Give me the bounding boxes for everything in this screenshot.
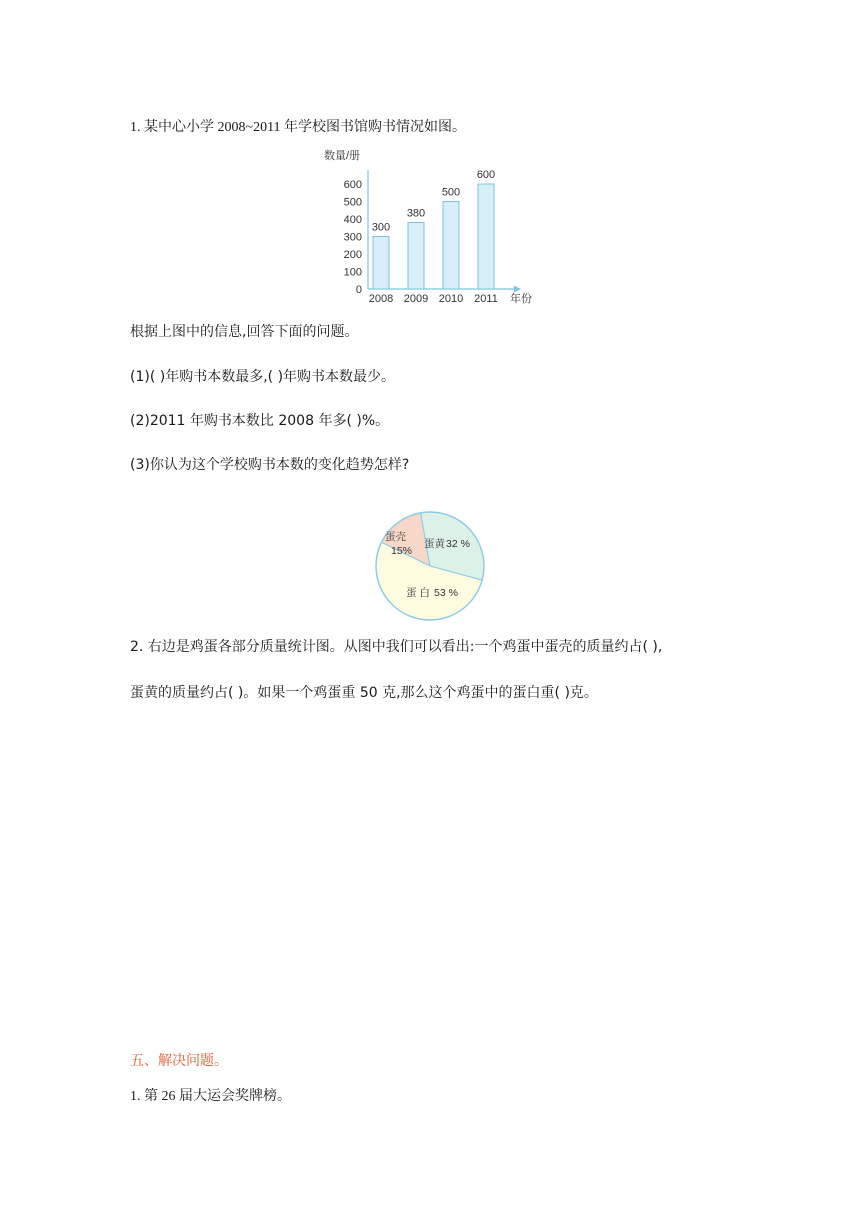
x-tick-label: 2011 (474, 293, 498, 305)
q2-line2: 蛋黄的质量约占( )。如果一个鸡蛋重 50 克,那么这个鸡蛋中的蛋白重( )克。 (130, 685, 598, 701)
y-tick-label: 300 (343, 231, 362, 244)
data-label: 500 (441, 186, 461, 199)
q1-instruction: 根据上图中的信息,回答下面的问题。 (130, 324, 359, 340)
section-q1: 1. 第 26 届大运会奖牌榜。 (130, 1089, 291, 1104)
bar-2010 (443, 202, 459, 290)
x-tick-label: 2010 (438, 293, 464, 305)
slice-value-yolk: 32 % (446, 538, 470, 550)
y-tick-label: 0 (355, 284, 362, 296)
y-tick-label: 200 (343, 249, 362, 261)
x-tick-label: 2008 (368, 293, 394, 305)
slice-value-white: 53 % (434, 587, 458, 599)
slice-value-shell: 15% (391, 545, 413, 557)
bar-2008 (373, 237, 389, 290)
bar-chart (318, 142, 548, 312)
x-tick-label: 2009 (403, 293, 429, 305)
y-tick-label: 500 (343, 196, 362, 209)
section-heading: 五、解决问题。 (130, 1054, 228, 1069)
y-tick-label: 100 (343, 266, 362, 279)
pie-chart (372, 508, 492, 624)
slice-label-yolk: 蛋黄 (424, 538, 445, 550)
data-label: 600 (476, 169, 496, 181)
data-label: 300 (371, 221, 391, 234)
q1-sub3: (3)你认为这个学校购书本数的变化趋势怎样? (130, 457, 410, 473)
x-axis-label: 年份 (510, 293, 532, 305)
y-tick-label: 600 (343, 179, 362, 191)
bar-2009 (408, 223, 424, 290)
q1-sub2: (2)2011 年购书本数比 2008 年多( )%。 (130, 413, 390, 429)
q2-line1: 2. 右边是鸡蛋各部分质量统计图。从图中我们可以看出:一个鸡蛋中蛋壳的质量约占( ), (130, 639, 663, 655)
slice-label-shell: 蛋壳 (385, 531, 406, 543)
x-axis-arrow (514, 286, 521, 293)
q1-title: 1. 某中心小学 2008~2011 年学校图书馆购书情况如图。 (130, 120, 467, 135)
slice-label-white: 蛋 白 (406, 587, 430, 599)
y-axis-label: 数量/册 (324, 150, 361, 162)
q1-sub1: (1)( )年购书本数最多,( )年购书本数最少。 (130, 369, 396, 385)
data-label: 380 (406, 207, 426, 220)
bar-2011 (478, 184, 494, 289)
y-tick-label: 400 (343, 214, 362, 226)
